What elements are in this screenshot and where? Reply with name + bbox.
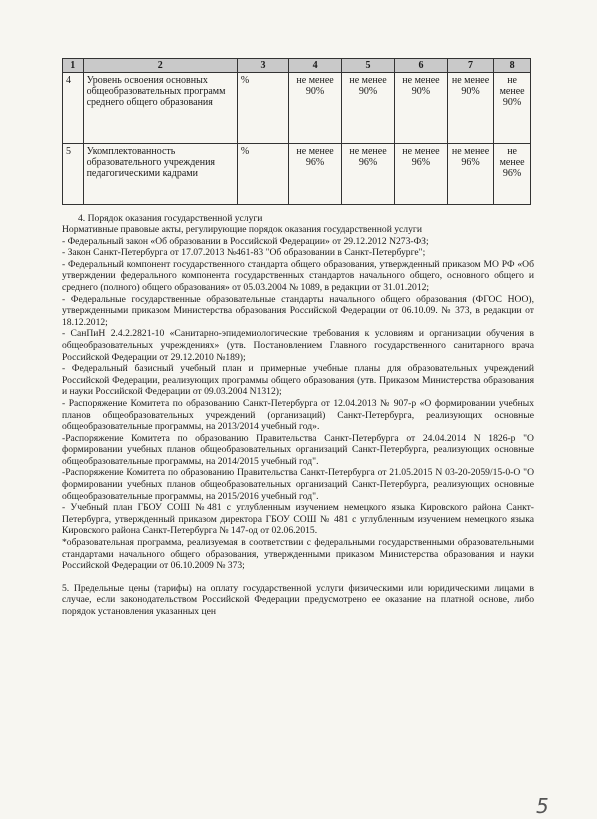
paragraph: -Распоряжение Комитета по образованию Правительства Санкт-Петербурга от 21.05.2015 N 03-20-2059/15-0-О "О формировании учебных планов общеобразовательных организаций Санкт-Петербурга, реализующих основные общеобразовательные программы, на 2015/2016 учебный год". <box>62 467 534 502</box>
indicator-name: Укомплектованность образовательного учреждения педагогическими кадрами <box>83 144 237 205</box>
paragraph: - Федеральный закон «Об образовании в Российской Федерации» от 29.12.2012 N273-ФЗ; <box>62 235 429 247</box>
paragraph: - Федеральный компонент государственного стандарта общего образования, утвержденный приказом МО РФ «Об утверждении федерального компонента государственных стандартов начального общего, основного общего и среднего (полного) общего образования» от 05.03.2004 № 1089, в редакции от 31.01.2012; <box>62 258 534 293</box>
section-heading: 4. Порядок оказания государственной услуги <box>78 213 263 224</box>
header-cell: 5 <box>342 59 395 73</box>
paragraph: - Закон Санкт-Петербурга от 17.07.2013 №461-83 "Об образовании в Санкт-Петербурге"; <box>62 247 426 259</box>
paragraph: *образовательная программа, реализуемая в соответствии с федеральными государственными образовательными стандартами начального общего образования, утвержденными приказом Министерства образования и науки Российской Федерации от 06.10.2009 № 373; <box>62 537 534 572</box>
value-cell: не менее 96% <box>447 144 493 205</box>
value-cell: не менее 96% <box>494 144 531 205</box>
header-cell: 7 <box>447 59 493 73</box>
unit-cell: % <box>237 144 288 205</box>
paragraph: -Распоряжение Комитета по образованию Правительства Санкт-Петербурга от 24.04.2014 N 1826-р "О формировании учебных планов общеобразовательных организаций Санкт-Петербурга, реализующих основные общеобразовательные программы, на 2014/2015 учебный год". <box>62 432 534 467</box>
value-cell: не менее 96% <box>342 144 395 205</box>
header-cell: 3 <box>237 59 288 73</box>
value-cell: не менее 90% <box>394 73 447 144</box>
unit-cell: % <box>237 73 288 144</box>
row-number: 4 <box>63 73 84 144</box>
section-5-paragraph: 5. Предельные цены (тарифы) на оплату государственной услуги физическими или юридическими лицами в случае, если законодательством Российской Федерации предусмотрено ее оказание на платной основе, либо порядок установления указанных цен <box>62 582 534 617</box>
header-cell: 1 <box>63 59 84 73</box>
document-body <box>62 213 534 618</box>
header-cell: 2 <box>83 59 237 73</box>
value-cell: не менее 90% <box>447 73 493 144</box>
paragraph: Нормативные правовые акты, регулирующие порядок оказания государственной услуги <box>62 224 422 235</box>
paragraph: - Федеральный базисный учебный план и примерные учебные планы для образовательных учреждений Российской Федерации, реализующих программы общего образования (утв. Приказом Министерства образования и науки Российской Федерации от 09.03.2004 N1312); <box>62 363 534 398</box>
value-cell: не менее 90% <box>494 73 531 144</box>
value-cell: не менее 90% <box>289 73 342 144</box>
table-row <box>63 73 531 144</box>
paragraph: - Распоряжение Комитета по образованию Санкт-Петербурга от 12.04.2013 № 907-р «О формировании учебных планов общеобразовательных учреждений (организаций) Санкт-Петербурга, реализующих основные общеобразовательные программы, на 2013/2014 учебный год». <box>62 397 534 433</box>
value-cell: не менее 90% <box>342 73 395 144</box>
header-cell: 8 <box>494 59 531 73</box>
paragraph: - Федеральные государственные образовательные стандарты начального общего образования (ФГОС НОО), утвержденными приказом Министерства образования Российской Федерации от 06.10.09. № 373, в редакции от 18.12.2012; <box>62 293 534 328</box>
page-number: 5 <box>536 794 549 818</box>
value-cell: не менее 96% <box>289 144 342 205</box>
indicators-table <box>62 58 531 205</box>
paragraph: - Учебный план ГБОУ СОШ №481 с углубленным изучением немецкого языка Кировского района Санкт-Петербурга, утвержденный приказом директора ГБОУ СОШ № 481 с углубленным изучением немецкого языка Кировского района Санкт-Петербурга № 147-од от 02.06.2015. <box>62 502 534 537</box>
paragraph: - СанПиН 2.4.2.2821-10 «Санитарно-эпидемиологические требования к условиям и организации обучения в общеобразовательных учреждениях» (утв. Постановлением Главного государственного санитарного врача Российской Федерации от 29.12.2010 №189); <box>62 328 534 363</box>
row-number: 5 <box>63 144 84 205</box>
table-header-row <box>63 59 531 73</box>
table-row <box>63 144 531 205</box>
indicator-name: Уровень освоения основных общеобразовательных программ среднего общего образования <box>83 73 237 144</box>
value-cell: не менее 96% <box>394 144 447 205</box>
header-cell: 6 <box>394 59 447 73</box>
header-cell: 4 <box>289 59 342 73</box>
